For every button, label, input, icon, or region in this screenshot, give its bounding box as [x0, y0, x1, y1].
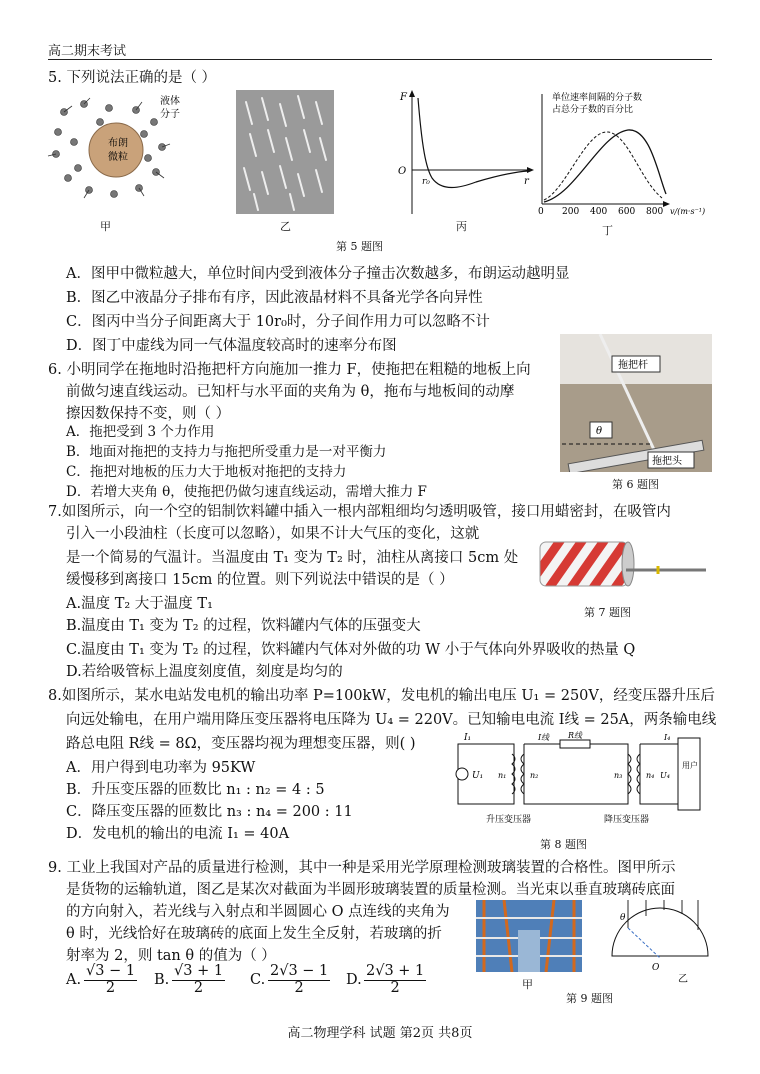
- ding-tick-0: 0: [538, 207, 544, 217]
- page-header: 高二期末考试: [48, 44, 127, 59]
- q8-I4: I₄: [664, 733, 671, 742]
- q7-line-4: 缓慢移到离接口 15cm 的位置。则下列说法中错误的是（ ）: [66, 572, 454, 588]
- brownian-label-1: 布朗: [108, 138, 128, 149]
- q5-fig-jia: [44, 92, 194, 212]
- q6-line-2: 前做匀速直线运动。已知杆与水平面的夹角为 θ，拖布与地板间的动摩: [66, 384, 515, 400]
- q8-line-3: 路总电阻 R线 = 8Ω，变压器均视为理想变压器，则( ): [66, 736, 416, 752]
- bing-axis-F: F: [400, 92, 407, 103]
- bing-axis-O: O: [398, 166, 407, 177]
- ding-title-2: 占总分子数的百分比: [552, 105, 634, 115]
- q6-line-1: 6. 小明同学在拖地时沿拖把杆方向施加一推力 F，使拖把在粗糙的地板上向: [48, 362, 531, 378]
- q6-fig-theta: θ: [596, 426, 603, 437]
- q8-U4: U₄: [660, 771, 670, 780]
- q7-fig: [536, 536, 712, 596]
- q9-option-b-num: √3 + 1: [174, 963, 224, 979]
- q8-option-a: A．用户得到电功率为 95KW: [66, 760, 256, 776]
- q5-option-d: D．图丁中虚线为同一气体温度较高时的速率分布图: [66, 338, 397, 354]
- q9-option-c-letter: C.: [250, 972, 266, 988]
- q9-line-4: θ 时，光线恰好在玻璃砖的底面上发生全反射，若玻璃的折: [66, 926, 442, 942]
- q5-label-jia: 甲: [100, 220, 111, 233]
- q5-fig-yi: [236, 90, 334, 214]
- q5-label-yi: 乙: [280, 220, 291, 233]
- q9-label-yi: 乙: [678, 974, 688, 985]
- q8-n1: n₁: [498, 771, 507, 780]
- q9-line-1: 9. 工业上我国对产品的质量进行检测，其中一种是采用光学原理检测玻璃装置的合格性。图甲所示: [48, 860, 676, 876]
- q9-option-b-frac: [172, 964, 225, 997]
- q5-caption: 第 5 题图: [336, 240, 383, 253]
- q9-option-d-frac: [364, 964, 426, 997]
- q7-line-1: 7.如图所示，向一个空的铝制饮料罐中插入一根内部粗细均匀透明吸管，接口用蜡密封，在吸管内: [48, 504, 671, 520]
- q7-option-d: D.若给吸管标上温度刻度值，刻度是均匀的: [66, 664, 343, 680]
- page-footer: 高二物理学科 试题 第2页 共8页: [287, 1026, 473, 1041]
- q9-option-b-den: 2: [193, 979, 204, 996]
- q5-option-b: B．图乙中液晶分子排布有序，因此液晶材料不具备光学各向异性: [66, 290, 483, 306]
- q6-option-a: A．拖把受到 3 个力作用: [66, 424, 215, 440]
- q8-caption: 第 8 题图: [540, 838, 587, 851]
- q9-option-d-num: 2√3 + 1: [366, 963, 425, 979]
- q9-option-a-frac: [84, 964, 137, 997]
- q9-option-d-den: 2: [390, 979, 400, 996]
- q7-option-c: C.温度由 T₁ 变为 T₂ 的过程，饮料罐内气体对外做的功 W 小于气体向外界吸收的热量 Q: [66, 642, 636, 658]
- q7-line-2: 引入一小段油柱（长度可以忽略），如果不计大气压的变化，这就: [66, 526, 480, 542]
- q5-label-bing: 丙: [456, 220, 467, 233]
- q6-option-c: C．拖把对地板的压力大于地板对拖把的支持力: [66, 464, 347, 480]
- q9-options: [66, 964, 466, 1004]
- q8-line-2: 向远处输电，在用户端用降压变压器将电压降为 U₄ = 220V。已知输电电流 I线 = 25A，两条输电线: [66, 712, 717, 728]
- q8-user: 用户: [682, 761, 698, 770]
- q6-fig-rod-label: 拖把杆: [618, 360, 648, 371]
- liquid-label-1: 液体: [160, 96, 180, 107]
- q8-option-d: D．发电机的输出的电流 I₁ = 40A: [66, 826, 290, 842]
- brownian-label-2: 微粒: [108, 152, 128, 163]
- q9-line-2: 是货物的运输轨道，图乙是某次对截面为半圆形玻璃装置的质量检测。当光束以垂直玻璃砖底面: [66, 882, 675, 898]
- header-rule: [48, 59, 712, 60]
- q5-label-ding: 丁: [602, 224, 613, 237]
- q9-option-b-letter: B.: [154, 972, 170, 988]
- q8-U1: U₁: [472, 771, 484, 781]
- q8-n3: n₃: [614, 771, 623, 780]
- q9-option-a-letter: A.: [66, 972, 82, 988]
- q6-fig-head-label: 拖把头: [652, 456, 682, 467]
- q7-option-b: B.温度由 T₁ 变为 T₂ 的过程，饮料罐内气体的压强变大: [66, 618, 421, 634]
- q8-option-c: C．降压变压器的匝数比 n₃ : n₄ = 200 : 11: [66, 804, 353, 820]
- q9-fig-theta: θ: [620, 913, 626, 923]
- q9-option-a-den: 2: [105, 979, 116, 996]
- q9-option-c-num: 2√3 − 1: [270, 963, 329, 979]
- liquid-label-2: 分子: [160, 109, 180, 120]
- q8-line-1: 8.如图所示，某水电站发电机的输出功率 P=100kW，发电机的输出电压 U₁ = 250V，经变压器升压后: [48, 688, 715, 704]
- q6-fig: [560, 334, 712, 472]
- ding-tick-400: 400: [590, 207, 608, 217]
- q8-I1: I₁: [464, 733, 472, 743]
- q9-fig-yi: [608, 900, 712, 986]
- q8-n2: n₂: [530, 771, 539, 780]
- q5-option-a: A．图甲中微粒越大，单位时间内受到液体分子撞击次数越多，布朗运动越明显: [66, 266, 570, 282]
- q9-line-3: 的方向射入，若光线与入射点和半圆圆心 O 点连线的夹角为: [66, 904, 450, 920]
- q8-Iline: I线: [538, 733, 550, 742]
- q7-caption: 第 7 题图: [584, 606, 631, 619]
- q5-fig-bing: [396, 88, 534, 216]
- q9-option-a-num: √3 − 1: [86, 963, 136, 979]
- q5-fig-ding: [536, 90, 712, 218]
- q8-step-down: 降压变压器: [604, 815, 650, 825]
- q8-Rline: R线: [568, 731, 583, 740]
- q9-line-5: 射率为 2，则 tan θ 的值为（ ）: [66, 948, 276, 964]
- q6-option-d: D．若增大夹角 θ，使拖把仍做匀速直线运动，需增大推力 F: [66, 484, 427, 500]
- q9-fig-O: O: [652, 963, 660, 973]
- q9-option-d-letter: D.: [346, 972, 362, 988]
- q8-option-b: B．升压变压器的匝数比 n₁ : n₂ = 4 : 5: [66, 782, 325, 798]
- q7-option-a: A.温度 T₂ 大于温度 T₁: [66, 596, 213, 612]
- q7-line-3: 是一个简易的气温计。当温度由 T₁ 变为 T₂ 时，油柱从离接口 5cm 处: [66, 550, 519, 566]
- q6-option-b: B．地面对拖把的支持力与拖把所受重力是一对平衡力: [66, 444, 387, 460]
- q6-caption: 第 6 题图: [612, 478, 659, 491]
- q8-n4: n₄: [646, 771, 655, 780]
- q6-line-3: 擦因数保持不变，则（ ）: [66, 406, 231, 422]
- q9-option-c-frac: [268, 964, 330, 997]
- ding-title-1: 单位速率间隔的分子数: [552, 93, 643, 103]
- q5-option-c: C．图丙中当分子间距离大于 10r₀时，分子间作用力可以忽略不计: [66, 314, 490, 330]
- bing-axis-r: r: [524, 176, 529, 187]
- ding-unit: v/(m·s⁻¹): [670, 207, 706, 216]
- q9-caption: 第 9 题图: [566, 992, 613, 1005]
- bing-r0: r₀: [422, 177, 430, 187]
- ding-tick-800: 800: [646, 207, 664, 217]
- ding-tick-600: 600: [618, 207, 636, 217]
- q5-stem: 5. 下列说法正确的是（ ）: [48, 70, 217, 86]
- q9-label-jia: 甲: [522, 978, 533, 991]
- q8-fig: [452, 730, 708, 828]
- q8-step-up: 升压变压器: [486, 815, 532, 825]
- ding-tick-200: 200: [562, 207, 580, 217]
- q9-option-c-den: 2: [294, 979, 304, 996]
- q9-fig-jia: [476, 900, 582, 972]
